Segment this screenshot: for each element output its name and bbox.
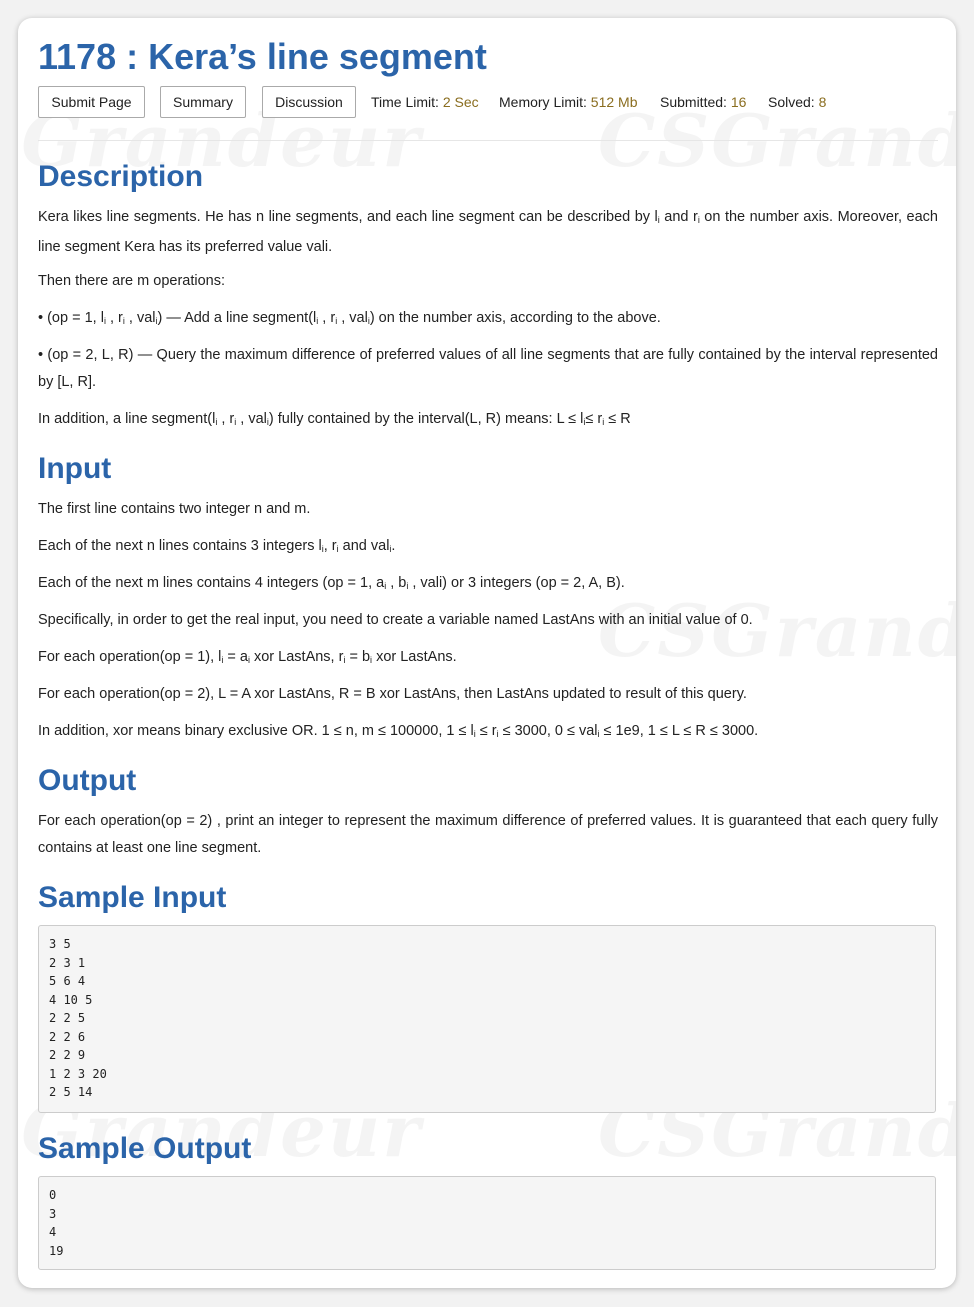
text: on the number axis. Moreover, each line segment Kera has its preferred value vali. xyxy=(38,209,938,255)
subscript: i xyxy=(473,729,476,739)
text: , val xyxy=(236,411,267,427)
subscript: i xyxy=(234,417,237,427)
page-title: 1178 : Kera’s line segment xyxy=(38,36,487,77)
subscript: i xyxy=(343,655,346,665)
text: ) — Add a line segment(l xyxy=(157,310,317,326)
subscript: i xyxy=(221,655,224,665)
memory-limit-label: Memory Limit: xyxy=(499,94,587,110)
text: In addition, a line segment(l xyxy=(38,411,216,427)
subscript: i xyxy=(215,417,218,427)
subscript: i xyxy=(389,544,392,554)
subscript: i xyxy=(122,316,125,326)
text: Kera likes line segments. He has n line segments, and each line segment can be described by l xyxy=(38,209,658,225)
text: , r xyxy=(105,310,123,326)
input-paragraph xyxy=(38,570,938,600)
solved-count xyxy=(768,94,826,110)
text: • (op = 1, l xyxy=(38,310,104,326)
subscript: i xyxy=(406,581,409,591)
submitted-label: Submitted: xyxy=(660,94,727,110)
input-paragraph xyxy=(38,644,938,674)
memory-limit xyxy=(499,94,638,110)
input-paragraph xyxy=(38,533,938,563)
text: ) fully contained by the interval(L, R) means: L ≤ l xyxy=(268,411,584,427)
text: In addition, xor means binary exclusive OR. 1 ≤ n, m ≤ 100000, 1 ≤ l xyxy=(38,723,474,739)
section-heading-output: Output xyxy=(38,764,137,797)
text: ≤ R xyxy=(604,411,631,427)
text: ≤ r xyxy=(585,411,603,427)
text: xor LastAns. xyxy=(372,649,457,665)
text: , r xyxy=(318,310,336,326)
subscript: i xyxy=(316,316,319,326)
input-paragraph: The first line contains two integer n and m. xyxy=(38,501,311,517)
subscript: i xyxy=(496,729,499,739)
text: xor LastAns, r xyxy=(249,649,344,665)
text: ≤ r xyxy=(475,723,497,739)
subscript: i xyxy=(384,581,387,591)
subscript: i xyxy=(336,544,339,554)
text: ≤ 3000, 0 ≤ val xyxy=(498,723,598,739)
subscript: i xyxy=(597,729,600,739)
section-heading-sample-input: Sample Input xyxy=(38,881,227,914)
input-paragraph: Specifically, in order to get the real input, you need to create a variable named LastAns with an initial value of 0. xyxy=(38,612,753,628)
description-paragraph: Then there are m operations: xyxy=(38,273,225,289)
subscript: i xyxy=(602,417,605,427)
subscript: i xyxy=(335,316,338,326)
subscript: i xyxy=(155,316,158,326)
subscript: i xyxy=(583,417,586,427)
problem-toolbar xyxy=(38,86,938,120)
subscript: i xyxy=(247,655,250,665)
text: = a xyxy=(223,649,248,665)
text: Each of the next m lines contains 4 integers (op = 1, a xyxy=(38,575,385,591)
subscript: i xyxy=(103,316,106,326)
subscript: i xyxy=(321,544,324,554)
description-paragraph xyxy=(38,204,938,261)
submit-page-button[interactable]: Submit Page xyxy=(38,86,145,118)
input-paragraph: For each operation(op = 2), L = A xor LastAns, R = B xor LastAns, then LastAns updated to result of this query. xyxy=(38,686,747,702)
divider xyxy=(38,140,938,141)
sample-output-block[interactable]: 0 3 4 19 xyxy=(38,1176,936,1270)
description-paragraph: • (op = 2, L, R) — Query the maximum difference of preferred values of all line segments that are fully contained by the interval represented by [L, R]. xyxy=(38,347,938,390)
time-limit-value: 2 Sec xyxy=(442,94,479,110)
submitted-value: 16 xyxy=(730,94,747,110)
subscript: i xyxy=(657,215,660,225)
text: , vali) or 3 integers (op = 2, A, B). xyxy=(408,575,625,591)
description-paragraph xyxy=(38,305,938,335)
section-heading-sample-output: Sample Output xyxy=(38,1132,252,1165)
text: and r xyxy=(659,209,698,225)
time-limit xyxy=(371,94,479,110)
text: = b xyxy=(345,649,371,665)
text: ) on the number axis, according to the above. xyxy=(369,310,661,326)
text: , val xyxy=(337,310,368,326)
text: and val xyxy=(338,538,390,554)
section-heading-input: Input xyxy=(38,452,112,485)
text: ≤ 1e9, 1 ≤ L ≤ R ≤ 3000. xyxy=(599,723,759,739)
subscript: i xyxy=(697,215,700,225)
memory-limit-value: 512 Mb xyxy=(590,94,638,110)
subscript: i xyxy=(370,655,373,665)
sample-input-block[interactable]: 3 5 2 3 1 5 6 4 4 10 5 2 2 5 2 2 6 2 2 9 1 2 3 20 2 5 14 xyxy=(38,925,936,1113)
output-paragraph: For each operation(op = 2) , print an integer to represent the maximum difference of preferred values. It is guaranteed that each query fully contains at least one line segment. xyxy=(38,813,938,856)
input-paragraph xyxy=(38,718,938,748)
solved-value: 8 xyxy=(818,94,827,110)
time-limit-label: Time Limit: xyxy=(371,94,439,110)
text: , r xyxy=(217,411,235,427)
text: Each of the next n lines contains 3 integers l xyxy=(38,538,322,554)
text: , r xyxy=(323,538,337,554)
section-heading-description: Description xyxy=(38,160,204,193)
description-paragraph xyxy=(38,406,938,436)
text: , b xyxy=(386,575,407,591)
discussion-button[interactable]: Discussion xyxy=(262,86,356,118)
text: . xyxy=(391,538,396,554)
solved-label: Solved: xyxy=(768,94,815,110)
text: , val xyxy=(124,310,156,326)
submitted-count xyxy=(660,94,746,110)
text: For each operation(op = 1), l xyxy=(38,649,222,665)
problem-card xyxy=(18,18,956,1288)
subscript: i xyxy=(266,417,269,427)
summary-button[interactable]: Summary xyxy=(160,86,246,118)
subscript: i xyxy=(367,316,370,326)
